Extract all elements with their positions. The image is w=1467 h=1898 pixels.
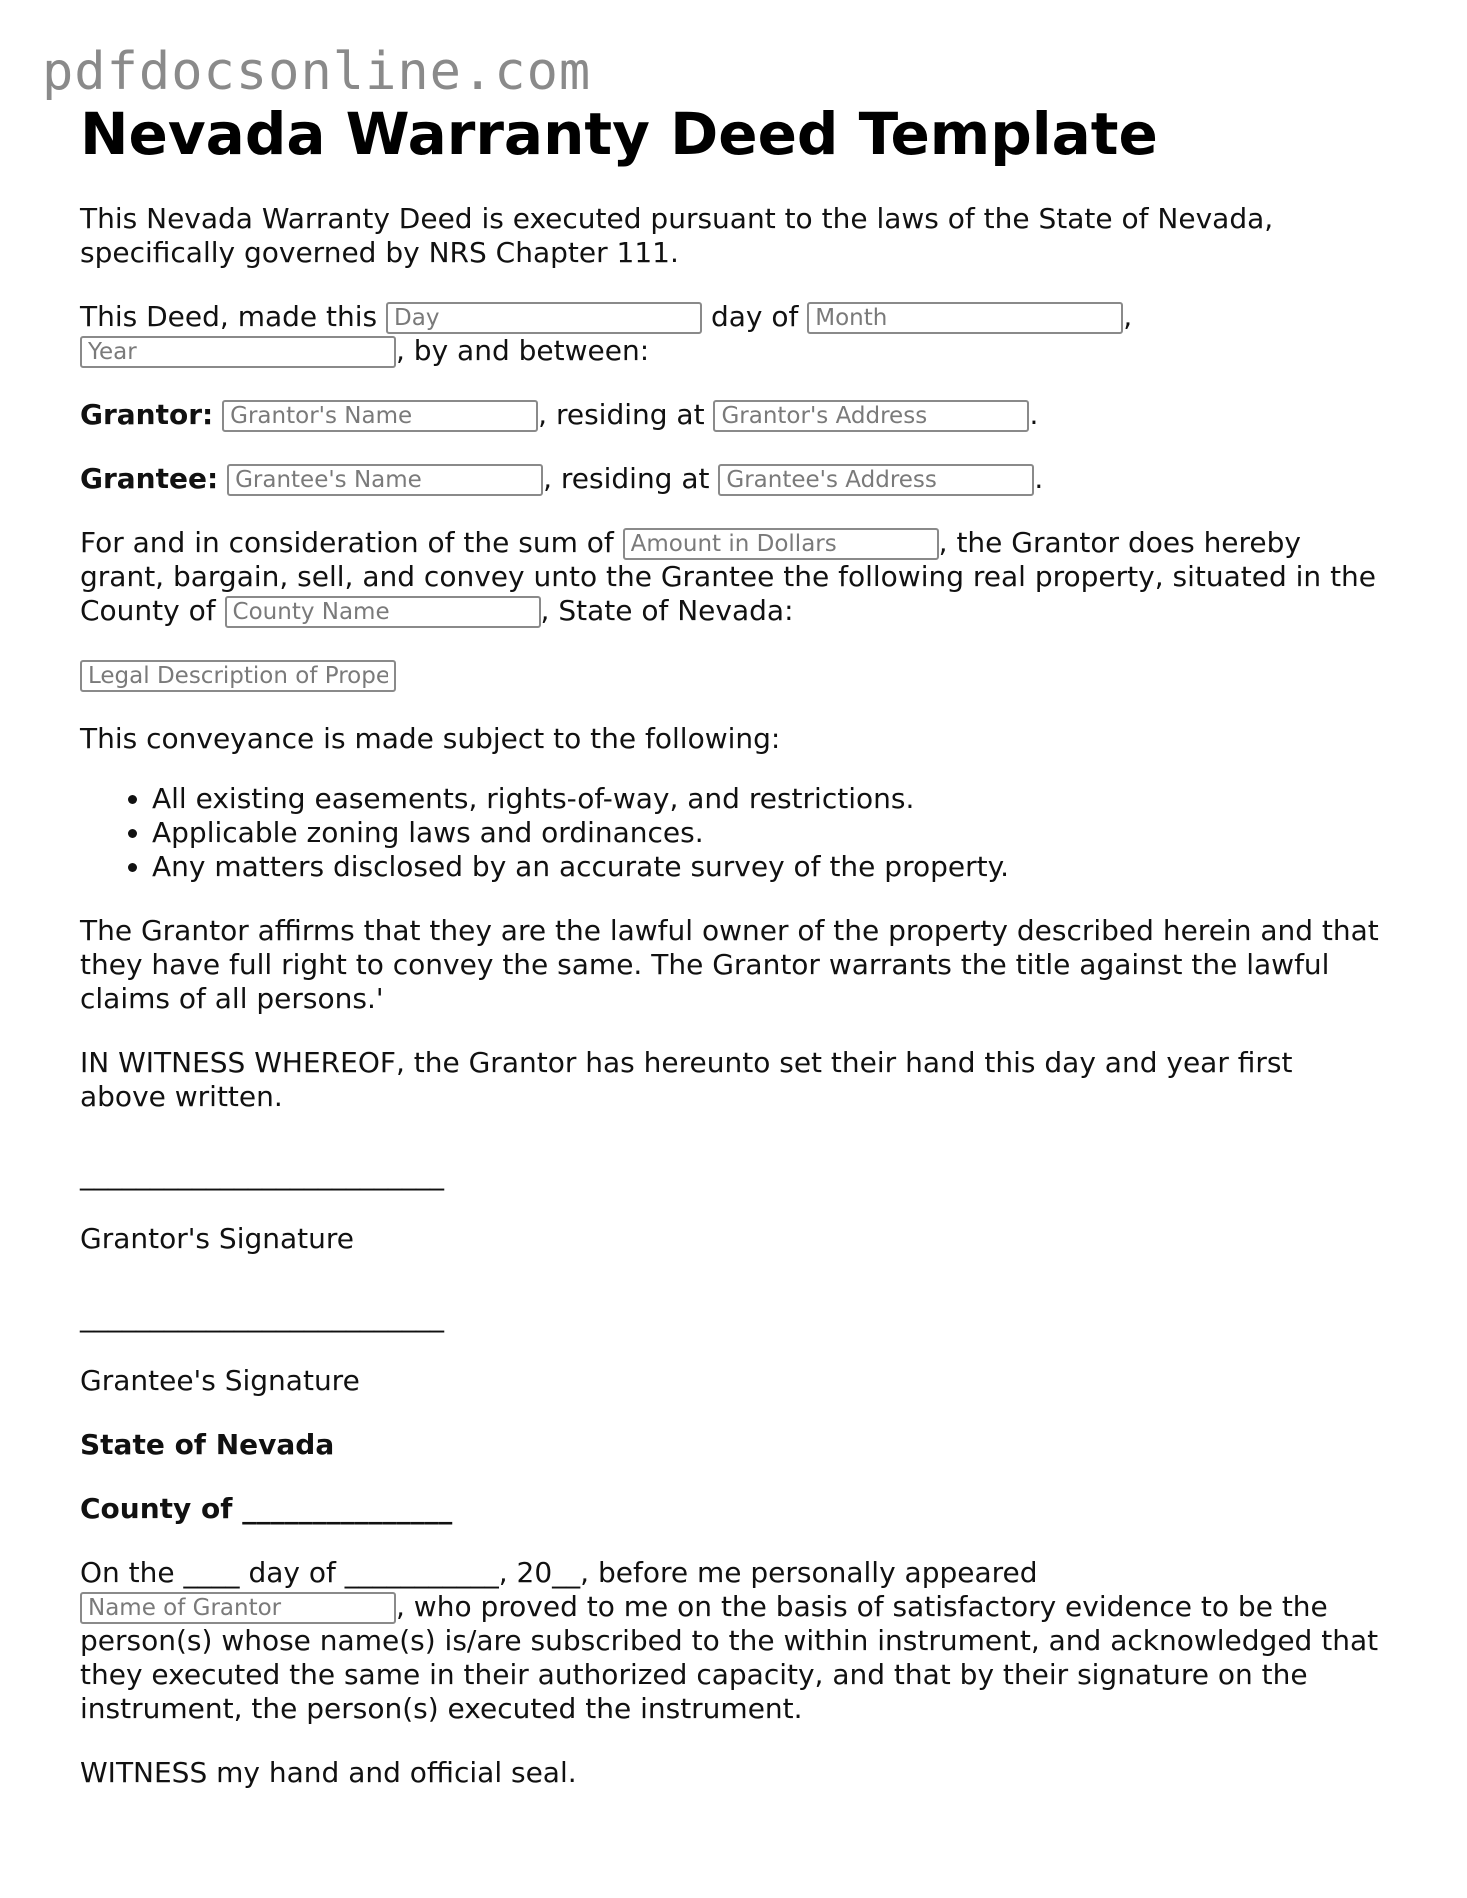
consideration-prefix: For and in consideration of the sum of <box>80 525 614 559</box>
grantee-name-input[interactable] <box>227 464 543 496</box>
grantee-signature-line: __________________________ <box>80 1299 444 1333</box>
notary-grantor-name-input[interactable] <box>80 1592 396 1624</box>
notary-state-heading <box>80 1428 1380 1462</box>
list-item: • Applicable zoning laws and ordinances. <box>152 816 1380 850</box>
grantor-label: Grantor: <box>80 397 214 431</box>
consideration-middle: , the Grantor does hereby grant, bargain, sell, and convey unto the Grantee the following real property, situated in the County of <box>80 525 1377 627</box>
amount-input[interactable] <box>623 528 939 560</box>
grantee-paragraph <box>80 462 1380 496</box>
witness-clause: IN WITNESS WHEREOF, the Grantor has hereunto set their hand this day and year first above written. <box>80 1045 1293 1113</box>
notary-body: , who proved to me on the basis of satisfactory evidence to be the person(s) whose name(s) is/are subscribed to the within instrument, and acknowledged that they executed the same in their authorized capacity, and that by their signature on the instrument, the person(s) executed the instrument. <box>80 1589 1379 1725</box>
legal-description-input[interactable] <box>80 660 396 692</box>
page-title: Nevada Warranty Deed Template <box>80 100 1158 168</box>
deed-date-paragraph <box>80 300 1380 368</box>
notary-county-heading <box>80 1492 1380 1526</box>
affirmation-paragraph: The Grantor affirms that they are the lawful owner of the property described herein and that they have full right to convey the same. The Grantor warrants the title against the lawful claims of all persons.' <box>80 913 1379 1015</box>
grantor-signature-label: Grantor's Signature <box>80 1221 354 1255</box>
deed-line-prefix: This Deed, made this <box>80 299 378 333</box>
grantee-signature-label: Grantee's Signature <box>80 1363 360 1397</box>
grantor-name-input[interactable] <box>222 400 538 432</box>
subject-heading: This conveyance is made subject to the following: <box>80 721 781 755</box>
notary-line1: On the ____ day of ___________, 20__, before me personally appeared <box>80 1555 1038 1589</box>
grantor-residing-text: , residing at <box>538 397 705 431</box>
grantee-address-input[interactable] <box>718 464 1034 496</box>
list-item: • Any matters disclosed by an accurate survey of the property. <box>152 850 1380 884</box>
notary-acknowledgment <box>80 1556 1380 1726</box>
notary-seal-text: WITNESS my hand and official seal. <box>80 1755 577 1789</box>
day-input[interactable] <box>386 302 702 334</box>
year-input[interactable] <box>80 336 396 368</box>
grantor-signature-line: __________________________ <box>80 1157 444 1191</box>
notary-county-text: County of _______________ <box>80 1491 453 1525</box>
grantor-paragraph <box>80 398 1380 432</box>
deed-line-comma: , <box>1123 299 1133 333</box>
month-input[interactable] <box>807 302 1123 334</box>
consideration-suffix: , State of Nevada: <box>540 593 794 627</box>
conditions-list <box>80 782 1380 884</box>
consideration-paragraph <box>80 526 1380 628</box>
notary-state-text: State of Nevada <box>80 1427 335 1461</box>
watermark-text: pdfdocsonline.com <box>42 42 592 102</box>
grantor-address-input[interactable] <box>713 400 1029 432</box>
deed-line-day-of: day of <box>710 299 799 333</box>
grantee-residing-text: , residing at <box>543 461 710 495</box>
county-input[interactable] <box>225 596 541 628</box>
legal-description-row <box>80 658 1380 692</box>
intro-paragraph: This Nevada Warranty Deed is executed pursuant to the laws of the State of Nevada, specifically governed by NRS Chapter 111. <box>80 201 1274 269</box>
list-item: • All existing easements, rights-of-way, and restrictions. <box>152 782 1380 816</box>
deed-document <box>80 100 1380 1790</box>
grantor-end: . <box>1029 397 1039 431</box>
grantee-label: Grantee: <box>80 461 219 495</box>
grantee-end: . <box>1034 461 1044 495</box>
deed-line-suffix: , by and between: <box>396 333 650 367</box>
